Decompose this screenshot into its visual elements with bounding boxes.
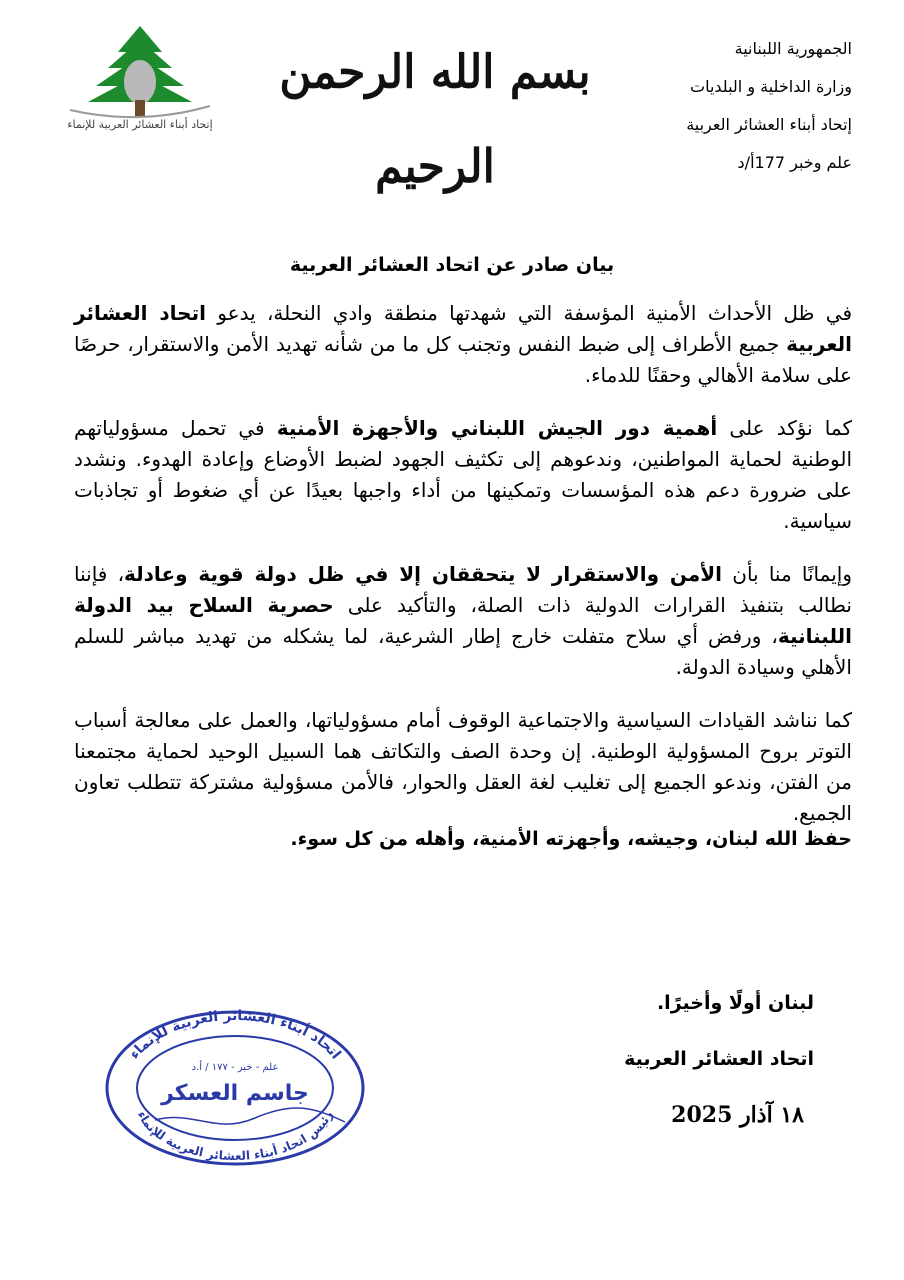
cedar-tree-icon: [40, 22, 240, 122]
official-stamp: [95, 1000, 375, 1170]
paragraph-1: [74, 298, 852, 391]
paragraph-2-text-a: كما نؤكد على: [717, 416, 852, 440]
paragraph-3-text-a: وإيمانًا منا بأن: [722, 562, 852, 586]
stamp-bottom-text: رئيس اتحاد أبناء العشائر العربية للإنماء: [134, 1108, 336, 1164]
paragraph-3-text-c: ، ورفض أي سلاح متفلت خارج إطار الشرعية، لما يشكله من تهديد مباشر للسلم الأهلي وسيادة الدولة.: [74, 624, 852, 679]
paragraph-1-text-a: في ظل الأحداث الأمنية المؤسفة التي شهدتها منطقة وادي النحلة، يدعو: [205, 301, 853, 325]
closing-prayer: حفظ الله لبنان، وجيشه، وأجهزته الأمنية، وأهله من كل سوء.: [290, 828, 852, 850]
header-line-ministry: وزارة الداخلية و البلديات: [690, 77, 852, 96]
header-line-license: علم وخبر 177أ/د: [737, 153, 852, 172]
paragraph-1-bold: اتحاد العشائر العربية: [74, 301, 852, 356]
signatory-org: اتحاد العشائر العربية: [624, 1048, 814, 1070]
stamp-name: جاسم العسكر: [161, 1081, 309, 1106]
paragraph-3-bold-a: الأمن والاستقرار لا يتحققان إلا في ظل دولة قوية وعادلة: [124, 562, 723, 586]
paragraph-2: [74, 413, 852, 537]
basmala-calligraphy: بسم الله الرحمن الرحيم: [279, 45, 591, 194]
signature-block: [554, 985, 814, 1153]
paragraph-3-bold-b: حصرية السلاح بيد الدولة اللبنانية: [74, 593, 852, 648]
paragraph-4: كما نناشد القيادات السياسية والاجتماعية الوقوف أمام مسؤولياتها، والعمل على معالجة أسباب التوتر بروح المسؤولية الوطنية. إن وحدة الصف والتكاتف هما السبيل الوحيد لحماية مجتمعنا من الفتن، وندعو الجميع إلى تغليب لغة العقل والحوار، فالأمن مسؤولية مشتركة تتطلب تعاون الجميع.: [74, 708, 852, 825]
logo-caption: إتحاد أبناء العشائر العربية للإنماء: [67, 118, 213, 131]
paragraph-3: [74, 559, 852, 683]
statement-body: [74, 298, 852, 851]
stamp-seal-icon: [95, 1000, 375, 1170]
statement-date: ١٨ آذار 2025: [671, 1102, 804, 1128]
paragraph-3-text-b: ، فإننا نطالب بتنفيذ القرارات الدولية ذات الصلة، والتأكيد على: [74, 562, 852, 617]
paragraph-2-text-b: في تحمل مسؤولياتهم الوطنية لحماية المواطنين، وندعوهم إلى تكثيف الجهود لضبط الأوضاع وإعادة الهدوء. ونشدد على ضرورة دعم هذه المؤسسات وتمكينها من أداء واجبها بعيدًا عن أي ضغوط أو تجاذبات سياسية.: [74, 416, 852, 533]
statement-title: بيان صادر عن اتحاد العشائر العربية: [289, 254, 615, 276]
paragraph-2-bold: أهمية دور الجيش اللبناني والأجهزة الأمنية: [276, 416, 718, 440]
motto: لبنان أولًا وأخيرًا.: [656, 992, 814, 1014]
stamp-inner-top: علم - خبر - ١٧٧ / أ.د: [191, 1062, 279, 1073]
letterhead: [592, 30, 852, 182]
stamp-outer-text: اتحاد أبناء العشائر العربية للإنماء: [126, 1007, 344, 1063]
paragraph-1-text-b: جميع الأطراف إلى ضبط النفس وتجنب كل ما من شأنه تهديد الأمن والاستقرار، حرصًا على سلامة الأهالي وحقنًا للدماء.: [74, 332, 852, 387]
header-line-union: إتحاد أبناء العشائر العربية: [686, 115, 852, 134]
svg-text:رئيس اتحاد أبناء العشائر العرب: [135, 1109, 336, 1163]
header-line-republic: الجمهورية اللبنانية: [734, 39, 852, 58]
